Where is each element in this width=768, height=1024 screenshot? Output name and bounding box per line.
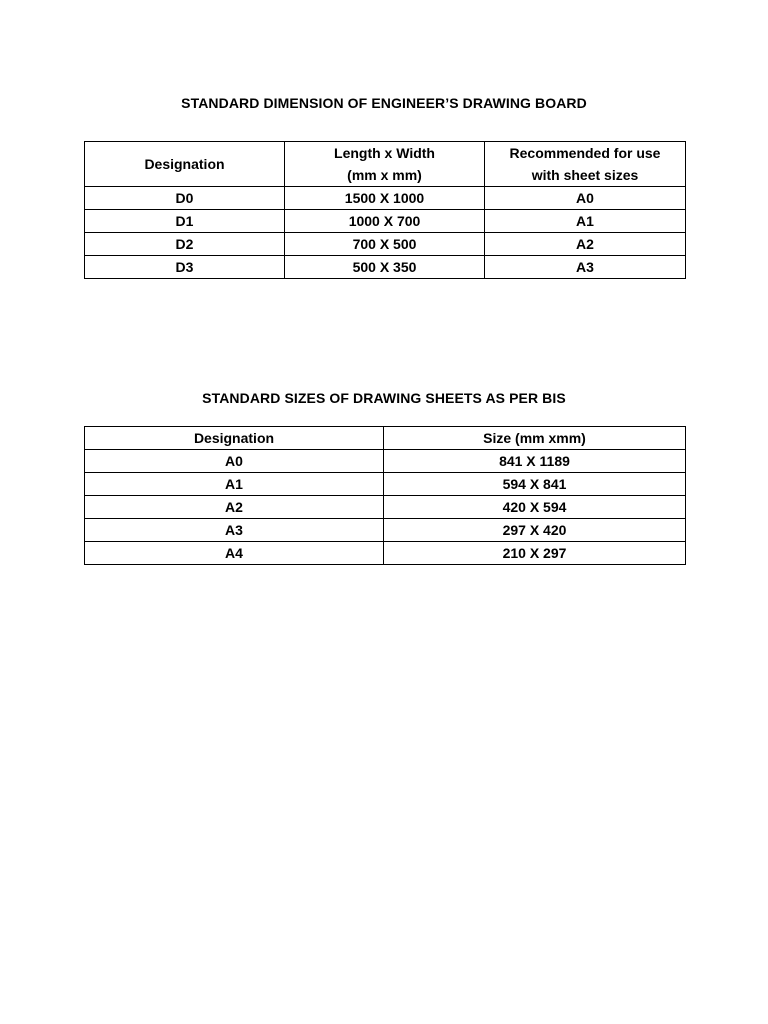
cell-sheet: A1 <box>485 210 686 233</box>
cell-designation: D3 <box>85 256 285 279</box>
drawing-board-title: STANDARD DIMENSION OF ENGINEER’S DRAWING BOARD <box>181 95 587 111</box>
cell-size: 700 X 500 <box>285 233 485 256</box>
cell-size: 1500 X 1000 <box>285 187 485 210</box>
cell-sheet: A0 <box>485 187 686 210</box>
table-row <box>85 542 686 565</box>
cell-size: 594 X 841 <box>384 473 686 496</box>
table-row <box>85 496 686 519</box>
cell-size: 297 X 420 <box>384 519 686 542</box>
header-size: Size (mm xmm) <box>384 427 686 450</box>
cell-designation: A4 <box>85 542 384 565</box>
drawing-sheets-title: STANDARD SIZES OF DRAWING SHEETS AS PER BIS <box>202 390 566 406</box>
header-length-width-line1: Length x Width <box>334 145 435 161</box>
drawing-sheets-table <box>84 426 686 565</box>
cell-designation: D0 <box>85 187 285 210</box>
cell-size: 1000 X 700 <box>285 210 485 233</box>
cell-designation: D1 <box>85 210 285 233</box>
header-recommended <box>485 142 686 187</box>
header-length-width <box>285 142 485 187</box>
table-header-row <box>85 142 686 187</box>
header-designation: Designation <box>85 142 285 187</box>
cell-designation: A2 <box>85 496 384 519</box>
header-recommended-line1: Recommended for use <box>509 145 661 161</box>
table-row <box>85 450 686 473</box>
table-row <box>85 256 686 279</box>
table-row <box>85 233 686 256</box>
cell-designation: A1 <box>85 473 384 496</box>
cell-designation: A3 <box>85 519 384 542</box>
cell-size: 841 X 1189 <box>384 450 686 473</box>
table-row <box>85 519 686 542</box>
cell-sheet: A2 <box>485 233 686 256</box>
cell-sheet: A3 <box>485 256 686 279</box>
cell-size: 210 X 297 <box>384 542 686 565</box>
table-row <box>85 187 686 210</box>
header-recommended-line2: with sheet sizes <box>531 167 639 183</box>
table-header-row <box>85 427 686 450</box>
cell-designation: D2 <box>85 233 285 256</box>
table-row <box>85 210 686 233</box>
cell-designation: A0 <box>85 450 384 473</box>
table-row <box>85 473 686 496</box>
cell-size: 500 X 350 <box>285 256 485 279</box>
cell-size: 420 X 594 <box>384 496 686 519</box>
header-designation: Designation <box>85 427 384 450</box>
drawing-board-table <box>84 141 686 279</box>
header-length-width-line2: (mm x mm) <box>347 167 422 183</box>
